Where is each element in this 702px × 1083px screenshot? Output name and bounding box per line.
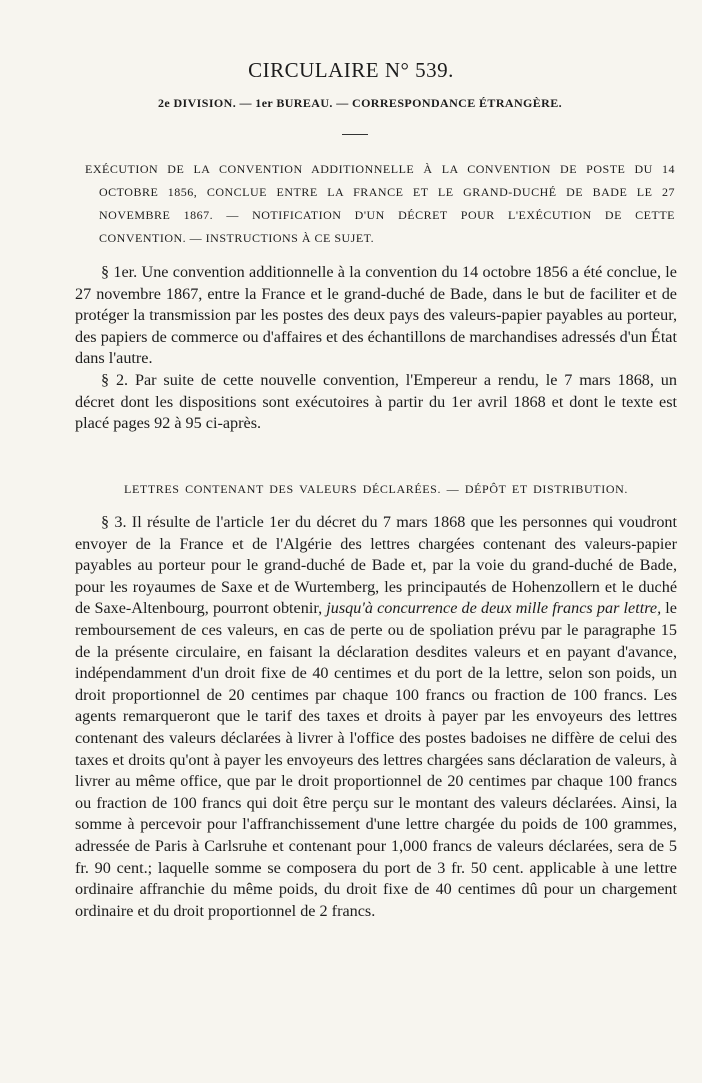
paragraph-1: § 1er. Une convention additionnelle à la convention du 14 octobre 1856 a été conclue, le 27 novembre 1867, entre la France et le grand-duché de Bade, dans le but de faciliter et de protéger la transmission par les postes des deux pays des valeurs-papier payables au porteur, des papiers de commerce ou d'affaires et des échantillons de marchandises adressés d'un État dans l'autre. — [75, 263, 677, 368]
paragraph-2: § 2. Par suite de cette nouvelle convention, l'Empereur a rendu, le 7 mars 1868, un décret dont les dispositions sont exécutoires à partir du 1er avril 1868 et dont le texte est placé pages 92 à 95 ci-après. — [75, 370, 677, 433]
body-paragraph-3 — [75, 512, 677, 922]
paragraph-3-part-a: § 3. Il résulte de l'article 1er du décret du 7 mars 1868 que les personnes qui voudront envoyer de la France et de l'Algérie des lettres chargées contenant des valeurs-papier payables au porteur pour le grand-duché de Bade et, par la voie du grand-duché de Bade, pour les royaumes de Saxe et de Wurtemberg, les principautés de Hohenzollern et le duché de Saxe-Altenbourg, pourront obtenir, — [75, 513, 677, 618]
page-title: CIRCULAIRE N° 539. — [248, 58, 454, 82]
body-paragraphs-1-2 — [75, 262, 677, 435]
paragraph-3 — [75, 512, 677, 922]
title-divider — [342, 134, 368, 135]
paragraph-3-italic: jusqu'à concurrence de deux mille francs par lettre, — [326, 599, 662, 618]
paragraph-3-part-b: le remboursement de ces valeurs, en cas de perte ou de spoliation prévu par le paragraphe 15 de la présente circulaire, en faisant la déclaration desdites valeurs et en payant d'avance, indépendamment d'un droit fixe de 40 centimes et du port de la lettre, selon son poids, un droit proportionnel de 20 centimes par chaque 100 francs ou fraction de 100 francs. Les agents remarqueront que le tarif des taxes et droits à payer par les envoyeurs des lettres contenant des valeurs déclarées à livrer à l'office des postes badoises ne diffère de celui des taxes et droits qu'ont à payer les envoyeurs des lettres chargées sans déclaration de valeurs, à livrer au même office, que par le droit proportionnel de 20 centimes par chaque 100 francs ou fraction de 100 francs qui doit être perçu sur le montant des valeurs déclarées. Ainsi, la somme à percevoir pour l'affranchissement d'une lettre chargée du poids de 100 grammes, adressée de Paris à Carlsruhe et contenant pour 1,000 francs de valeurs déclarées, sera de 5 fr. 90 cent.; laquelle somme se composera du port de 3 fr. 50 cent. applicable à une lettre ordinaire affranchie du même poids, du droit fixe de 40 centimes dû pour un chargement ordinaire et du droit proportionnel de 2 francs. — [75, 599, 677, 920]
intro-heading — [85, 158, 675, 250]
page-subtitle: 2e DIVISION. — 1er BUREAU. — CORRESPONDANCE ÉTRANGÈRE. — [157, 96, 563, 110]
intro-heading-text: EXÉCUTION DE LA CONVENTION ADDITIONNELLE À LA CONVENTION DE POSTE DU 14 OCTOBRE 1856, CONCLUE ENTRE LA FRANCE ET LE GRAND-DUCHÉ DE BADE LE 27 NOVEMBRE 1867. — NOTIFICATION D'UN DÉCRET POUR L'EXÉCUTION DE CETTE CONVENTION. — INSTRUCTIONS À CE SUJET. — [85, 162, 675, 245]
section-rubric: LETTRES CONTENANT DES VALEURS DÉCLARÉES. — DÉPÔT ET DISTRIBUTION. — [124, 482, 628, 496]
